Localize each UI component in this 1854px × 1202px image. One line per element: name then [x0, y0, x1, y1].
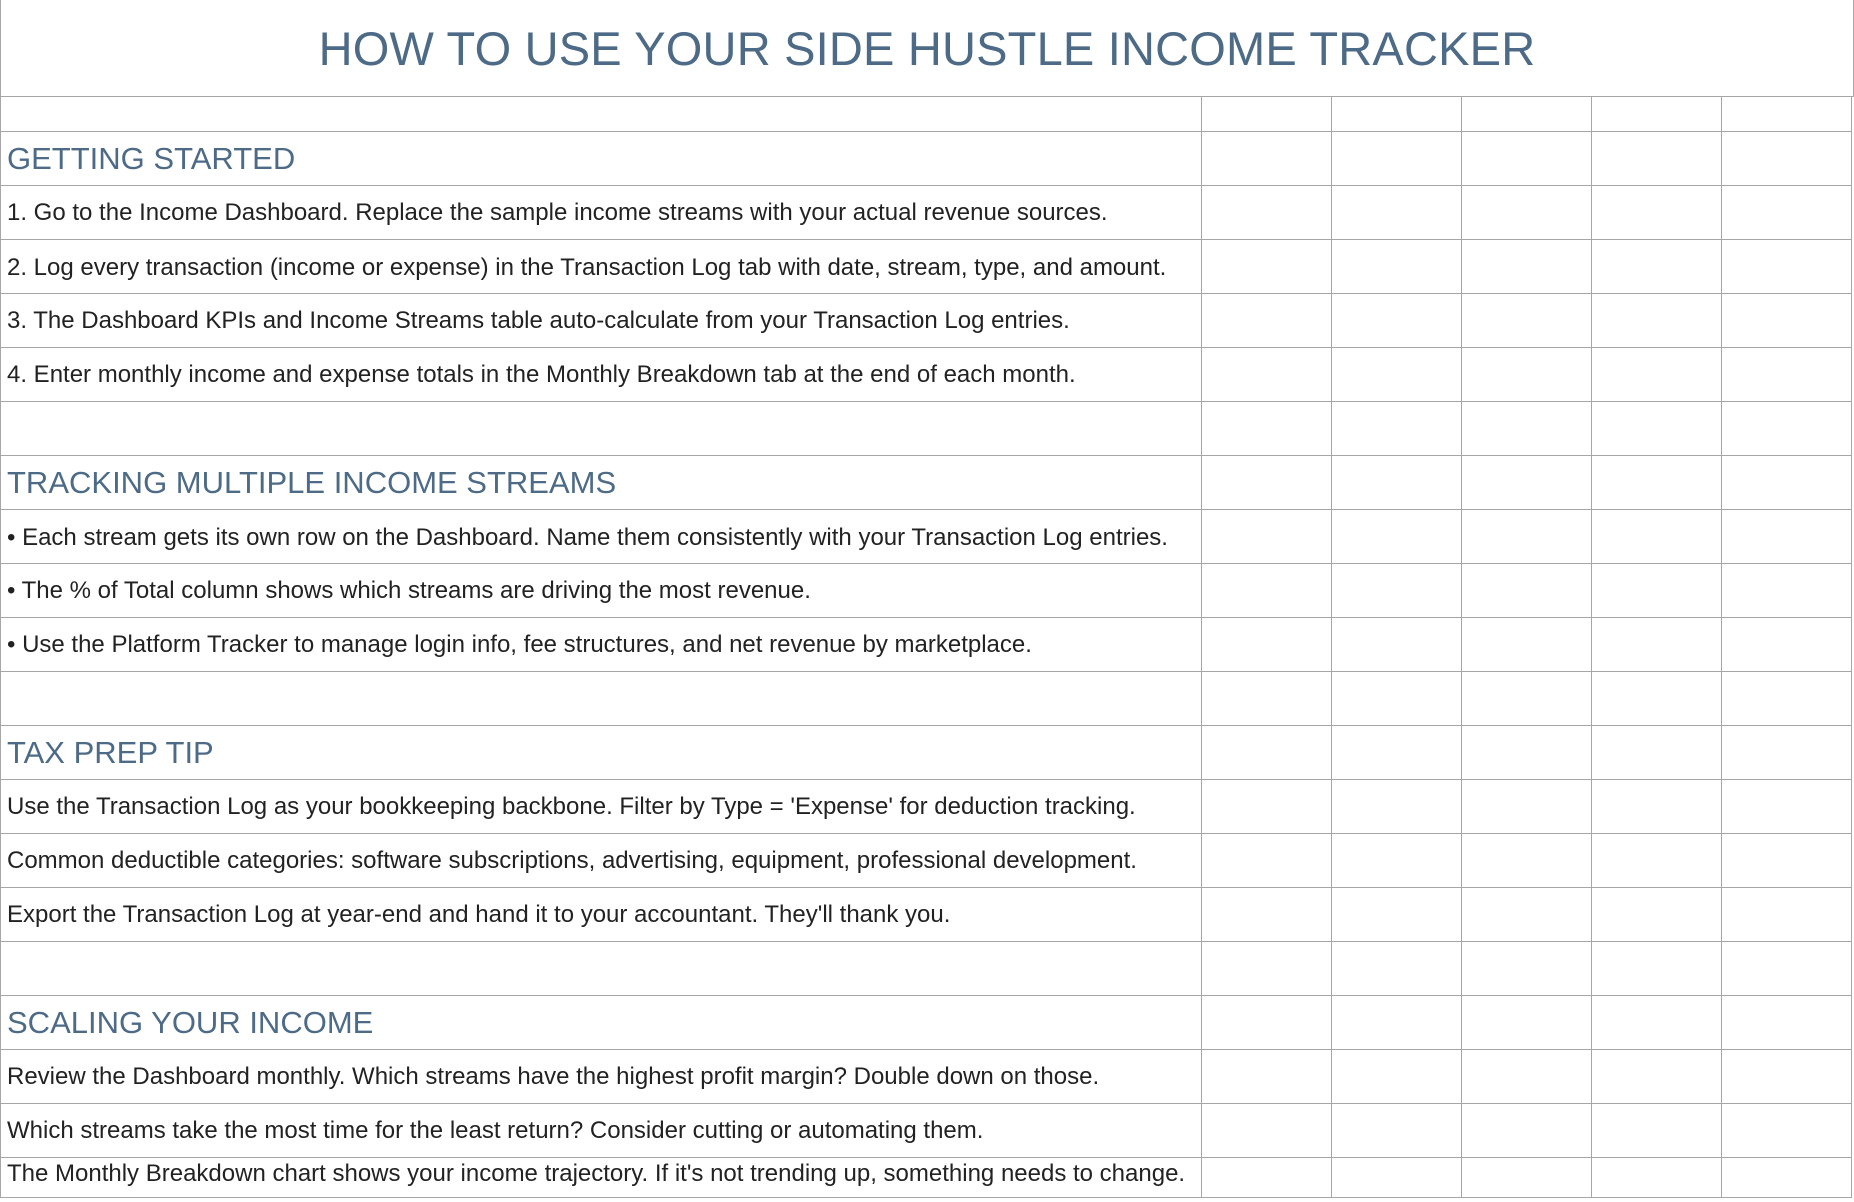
- grid-cell[interactable]: [1332, 97, 1462, 132]
- grid-cell[interactable]: [1722, 294, 1852, 348]
- grid-cell[interactable]: [1, 942, 1202, 996]
- section-heading-row: [1, 996, 1852, 1050]
- grid-cell[interactable]: [1202, 834, 1332, 888]
- grid-cell[interactable]: [1332, 834, 1462, 888]
- grid-cell[interactable]: [1202, 1050, 1332, 1104]
- grid-cell[interactable]: [1332, 996, 1462, 1050]
- grid-cell[interactable]: [1, 672, 1202, 726]
- section-heading-scaling[interactable]: SCALING YOUR INCOME: [1, 996, 1202, 1050]
- grid-cell[interactable]: [1, 97, 1202, 132]
- sheet-title: HOW TO USE YOUR SIDE HUSTLE INCOME TRACKER: [318, 21, 1536, 75]
- grid-cell[interactable]: [1202, 942, 1332, 996]
- grid-cell[interactable]: [1592, 510, 1722, 564]
- grid-cell[interactable]: [1592, 456, 1722, 510]
- grid-cell[interactable]: [1462, 1050, 1592, 1104]
- grid-cell[interactable]: [1332, 348, 1462, 402]
- grid-cell[interactable]: [1462, 888, 1592, 942]
- instruction-row: [1, 186, 1852, 240]
- grid-cell[interactable]: [1332, 1050, 1462, 1104]
- grid-cell[interactable]: [1462, 456, 1592, 510]
- section-heading-tracking-streams[interactable]: TRACKING MULTIPLE INCOME STREAMS: [1, 456, 1202, 510]
- grid-cell[interactable]: [1722, 780, 1852, 834]
- grid-cell[interactable]: [1462, 1104, 1592, 1158]
- grid-cell[interactable]: [1592, 1158, 1722, 1198]
- instruction-row: [1, 618, 1852, 672]
- grid-cell[interactable]: [1592, 618, 1722, 672]
- grid-cell[interactable]: [1332, 888, 1462, 942]
- instruction-row: [1, 1158, 1852, 1198]
- grid-cell[interactable]: [1202, 1158, 1332, 1198]
- instruction-row: [1, 1104, 1852, 1158]
- grid-cell[interactable]: [1592, 726, 1722, 780]
- instruction-cell[interactable]: Review the Dashboard monthly. Which streams have the highest profit margin? Double down on those.: [1, 1050, 1202, 1104]
- grid-cell[interactable]: [1722, 726, 1852, 780]
- section-heading-getting-started[interactable]: GETTING STARTED: [1, 132, 1202, 186]
- grid-cell[interactable]: [1462, 294, 1592, 348]
- grid-cell[interactable]: [1202, 294, 1332, 348]
- grid-cell[interactable]: [1202, 1104, 1332, 1158]
- grid-cell[interactable]: [1722, 564, 1852, 618]
- grid-cell[interactable]: [1462, 834, 1592, 888]
- instruction-cell[interactable]: Which streams take the most time for the least return? Consider cutting or automating them.: [1, 1104, 1202, 1158]
- grid-cell[interactable]: [1202, 510, 1332, 564]
- section-heading-tax-prep[interactable]: TAX PREP TIP: [1, 726, 1202, 780]
- grid-cell[interactable]: [1332, 618, 1462, 672]
- grid-cell[interactable]: [1332, 510, 1462, 564]
- grid-cell[interactable]: [1722, 402, 1852, 456]
- grid-cell[interactable]: [1202, 186, 1332, 240]
- grid-cell[interactable]: [1592, 942, 1722, 996]
- sheet-title-cell[interactable]: [0, 0, 1854, 97]
- grid-cell[interactable]: [1592, 294, 1722, 348]
- grid-cell[interactable]: [1592, 1104, 1722, 1158]
- grid-cell[interactable]: [1592, 97, 1722, 132]
- grid-cell[interactable]: [1462, 240, 1592, 294]
- grid-cell[interactable]: [1202, 888, 1332, 942]
- grid-cell[interactable]: [1722, 1050, 1852, 1104]
- grid-cell[interactable]: [1332, 942, 1462, 996]
- grid-cell[interactable]: [1202, 672, 1332, 726]
- grid-cell[interactable]: [1722, 97, 1852, 132]
- grid-cell[interactable]: [1722, 942, 1852, 996]
- grid-cell[interactable]: [1462, 510, 1592, 564]
- instruction-cell[interactable]: The Monthly Breakdown chart shows your income trajectory. If it's not trending up, something needs to change.: [1, 1158, 1202, 1198]
- instruction-row: [1, 780, 1852, 834]
- grid-cell[interactable]: [1462, 996, 1592, 1050]
- grid-cell[interactable]: [1202, 564, 1332, 618]
- grid-cell[interactable]: [1202, 97, 1332, 132]
- grid-cell[interactable]: [1592, 834, 1722, 888]
- instruction-cell[interactable]: Common deductible categories: software subscriptions, advertising, equipment, professional development.: [1, 834, 1202, 888]
- section-heading-row: [1, 726, 1852, 780]
- grid-cell[interactable]: [1592, 780, 1722, 834]
- grid-cell[interactable]: [1462, 618, 1592, 672]
- grid-cell[interactable]: [1332, 402, 1462, 456]
- grid-cell[interactable]: [1462, 942, 1592, 996]
- instruction-cell[interactable]: Use the Transaction Log as your bookkeeping backbone. Filter by Type = 'Expense' for deduction tracking.: [1, 780, 1202, 834]
- grid-cell[interactable]: [1332, 1158, 1462, 1198]
- grid-cell[interactable]: [1462, 97, 1592, 132]
- grid-cell[interactable]: [1462, 132, 1592, 186]
- grid-cell[interactable]: [1592, 348, 1722, 402]
- section-heading-row: [1, 456, 1852, 510]
- grid-cell[interactable]: [1592, 996, 1722, 1050]
- instruction-cell[interactable]: • Use the Platform Tracker to manage login info, fee structures, and net revenue by marketplace.: [1, 618, 1202, 672]
- grid-cell[interactable]: [1592, 672, 1722, 726]
- grid-cell[interactable]: [1722, 186, 1852, 240]
- grid-cell[interactable]: [1332, 726, 1462, 780]
- grid-cell[interactable]: [1332, 132, 1462, 186]
- instruction-row: [1, 834, 1852, 888]
- grid-cell[interactable]: [1592, 240, 1722, 294]
- grid-cell[interactable]: [1722, 510, 1852, 564]
- instruction-cell[interactable]: 4. Enter monthly income and expense totals in the Monthly Breakdown tab at the end of each month.: [1, 348, 1202, 402]
- grid-cell[interactable]: [1722, 1158, 1852, 1198]
- instruction-row: [1, 1050, 1852, 1104]
- grid-cell[interactable]: [1722, 132, 1852, 186]
- instruction-grid: [0, 96, 1852, 1198]
- instruction-row: [1, 510, 1852, 564]
- empty-row: [1, 672, 1852, 726]
- grid-cell[interactable]: [1462, 348, 1592, 402]
- grid-cell[interactable]: [1332, 672, 1462, 726]
- grid-cell[interactable]: [1722, 618, 1852, 672]
- instruction-cell[interactable]: • Each stream gets its own row on the Dashboard. Name them consistently with your Transaction Log entries.: [1, 510, 1202, 564]
- grid-cell[interactable]: [1722, 1104, 1852, 1158]
- instruction-row: [1, 564, 1852, 618]
- grid-cell[interactable]: [1592, 564, 1722, 618]
- grid-cell[interactable]: [1722, 456, 1852, 510]
- grid-cell[interactable]: [1592, 888, 1722, 942]
- grid-cell[interactable]: [1332, 1104, 1462, 1158]
- grid-cell[interactable]: [1, 402, 1202, 456]
- grid-cell[interactable]: [1462, 726, 1592, 780]
- instruction-cell[interactable]: Export the Transaction Log at year-end and hand it to your accountant. They'll thank you.: [1, 888, 1202, 942]
- grid-cell[interactable]: [1722, 888, 1852, 942]
- grid-cell[interactable]: [1332, 780, 1462, 834]
- grid-cell[interactable]: [1592, 1050, 1722, 1104]
- grid-cell[interactable]: [1202, 780, 1332, 834]
- grid-cell[interactable]: [1202, 618, 1332, 672]
- grid-cell[interactable]: [1332, 186, 1462, 240]
- instruction-row: [1, 240, 1852, 294]
- grid-cell[interactable]: [1722, 834, 1852, 888]
- instruction-cell[interactable]: 1. Go to the Income Dashboard. Replace the sample income streams with your actual revenue sources.: [1, 186, 1202, 240]
- instruction-row: [1, 888, 1852, 942]
- grid-cell[interactable]: [1462, 564, 1592, 618]
- section-heading-row: [1, 132, 1852, 186]
- grid-cell[interactable]: [1202, 240, 1332, 294]
- instruction-cell[interactable]: • The % of Total column shows which streams are driving the most revenue.: [1, 564, 1202, 618]
- empty-row: [1, 942, 1852, 996]
- grid-cell[interactable]: [1332, 456, 1462, 510]
- grid-cell[interactable]: [1202, 726, 1332, 780]
- grid-cell[interactable]: [1202, 996, 1332, 1050]
- instruction-row: [1, 348, 1852, 402]
- grid-cell[interactable]: [1332, 294, 1462, 348]
- grid-cell[interactable]: [1722, 672, 1852, 726]
- grid-cell[interactable]: [1592, 402, 1722, 456]
- grid-cell[interactable]: [1462, 672, 1592, 726]
- grid-cell[interactable]: [1722, 996, 1852, 1050]
- grid-cell[interactable]: [1462, 780, 1592, 834]
- grid-cell[interactable]: [1592, 132, 1722, 186]
- grid-cell[interactable]: [1462, 186, 1592, 240]
- grid-cell[interactable]: [1722, 240, 1852, 294]
- empty-row: [1, 402, 1852, 456]
- grid-cell[interactable]: [1722, 348, 1852, 402]
- instruction-cell[interactable]: 3. The Dashboard KPIs and Income Streams table auto-calculate from your Transaction Log entries.: [1, 294, 1202, 348]
- grid-cell[interactable]: [1202, 456, 1332, 510]
- grid-cell[interactable]: [1592, 186, 1722, 240]
- instruction-cell[interactable]: 2. Log every transaction (income or expense) in the Transaction Log tab with date, stream, type, and amount.: [1, 240, 1202, 294]
- grid-cell[interactable]: [1332, 240, 1462, 294]
- grid-cell[interactable]: [1202, 402, 1332, 456]
- instruction-row: [1, 294, 1852, 348]
- grid-row: [1, 97, 1852, 132]
- grid-cell[interactable]: [1202, 132, 1332, 186]
- grid-cell[interactable]: [1202, 348, 1332, 402]
- grid-cell[interactable]: [1332, 564, 1462, 618]
- grid-cell[interactable]: [1462, 402, 1592, 456]
- grid-cell[interactable]: [1462, 1158, 1592, 1198]
